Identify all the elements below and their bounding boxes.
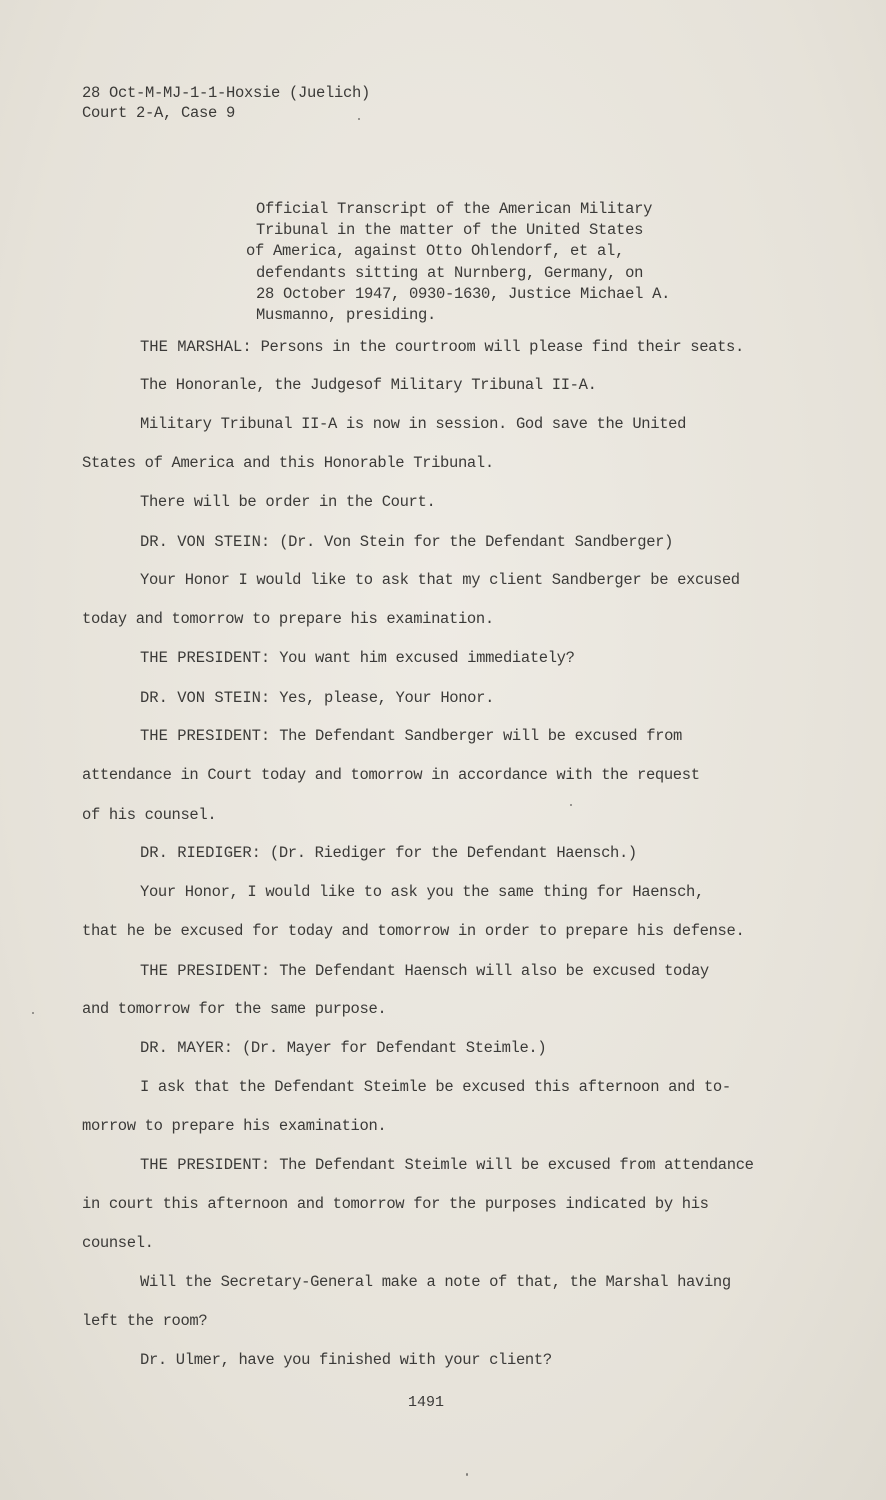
- scan-speck: [358, 118, 360, 120]
- line-text: attendance in Court today and tomorrow in accordance with the request: [82, 766, 700, 784]
- line-text: today and tomorrow to prepare his examination.: [82, 610, 494, 628]
- caption-line: Official Transcript of the American Military: [256, 200, 653, 218]
- caption-line: Tribunal in the matter of the United States: [256, 221, 644, 240]
- caption-line: 28 October 1947, 0930-1630, Justice Michael A.: [256, 284, 671, 303]
- caption-line: of America, against Otto Ohlendorf, et al,: [246, 242, 625, 261]
- page-number: 1491: [408, 1394, 445, 1411]
- line-text: States of America and this Honorable Tribunal.: [82, 454, 494, 472]
- transcript-line: [140, 492, 435, 512]
- header-line-2: Court 2-A, Case 9: [82, 104, 236, 122]
- speaker-label: DR. MAYER:: [140, 1039, 234, 1057]
- transcript-line: [140, 1077, 731, 1097]
- line-text: (Dr. Von Stein for the Defendant Sandberger): [279, 533, 674, 551]
- transcript-line: [140, 688, 494, 708]
- line-text: in court this afternoon and tomorrow for the purposes indicated by his: [82, 1195, 709, 1213]
- transcript-line: [82, 999, 386, 1019]
- transcript-caption: [246, 199, 726, 326]
- transcript-line: [82, 921, 744, 941]
- transcript-line: [82, 765, 700, 785]
- line-text: Persons in the courtroom will please find their seats.: [260, 338, 744, 356]
- transcript-line: [140, 570, 740, 590]
- scan-speck: [32, 1012, 34, 1014]
- speaker-label: DR. RIEDIGER:: [140, 844, 261, 862]
- speaker-label: DR. VON STEIN:: [140, 689, 271, 707]
- line-text: (Dr. Riediger for the Defendant Haensch.): [269, 844, 637, 862]
- speaker-label: THE MARSHAL:: [140, 338, 252, 356]
- document-header: [82, 83, 370, 123]
- transcript-line: [140, 1155, 754, 1175]
- line-text: Yes, please, Your Honor.: [279, 689, 495, 707]
- transcript-line: [140, 337, 744, 357]
- line-text: of his counsel.: [82, 806, 217, 824]
- speaker-label: THE PRESIDENT:: [140, 727, 271, 745]
- line-text: Military Tribunal II-A is now in session. God save the United: [140, 415, 687, 433]
- line-text: The Defendant Steimle will be excused from attendance: [279, 1156, 754, 1174]
- line-text: Your Honor, I would like to ask you the same thing for Haensch,: [140, 883, 704, 901]
- line-text: The Defendant Sandberger will be excused from: [279, 727, 683, 745]
- line-text: counsel.: [82, 1234, 154, 1252]
- line-text: Will the Secretary-General make a note of that, the Marshal having: [140, 1273, 731, 1291]
- transcript-line: [82, 805, 216, 825]
- transcript-line: [140, 1272, 731, 1292]
- line-text: (Dr. Mayer for Defendant Steimle.): [241, 1039, 547, 1057]
- transcript-line: [140, 1038, 546, 1058]
- caption-line: Musmanno, presiding.: [256, 306, 437, 325]
- caption-line: defendants sitting at Nurnberg, Germany, on: [256, 263, 644, 282]
- transcript-line: [82, 609, 494, 629]
- transcript-line: [140, 961, 709, 981]
- transcript-line: [82, 453, 494, 473]
- transcript-line: [140, 532, 673, 552]
- transcript-line: [140, 414, 686, 434]
- speaker-label: DR. VON STEIN:: [140, 533, 271, 551]
- line-text: left the room?: [82, 1312, 208, 1330]
- transcript-line: [140, 726, 682, 746]
- speaker-label: THE PRESIDENT:: [140, 649, 271, 667]
- line-text: and tomorrow for the same purpose.: [82, 1000, 387, 1018]
- transcript-line: [140, 1350, 552, 1370]
- line-text: I ask that the Defendant Steimle be excused this afternoon and to-: [140, 1078, 731, 1096]
- transcript-line: [140, 882, 704, 902]
- line-text: The Honoranle, the Judgesof Military Tribunal II-A.: [140, 376, 597, 394]
- line-text: that he be excused for today and tomorrow in order to prepare his defense.: [82, 922, 745, 940]
- line-text: There will be order in the Court.: [140, 493, 436, 511]
- transcript-line: [140, 375, 597, 395]
- line-text: Dr. Ulmer, have you finished with your client?: [140, 1351, 552, 1369]
- speaker-label: THE PRESIDENT:: [140, 1156, 271, 1174]
- line-text: The Defendant Haensch will also be excused today: [279, 962, 709, 980]
- line-text: You want him excused immediately?: [279, 649, 575, 667]
- transcript-line: [140, 843, 637, 863]
- transcript-line: [82, 1233, 154, 1253]
- line-text: Your Honor I would like to ask that my client Sandberger be excused: [140, 571, 740, 589]
- transcript-line: [140, 648, 575, 668]
- transcript-line: [82, 1194, 709, 1214]
- scan-speck: [570, 804, 572, 806]
- line-text: morrow to prepare his examination.: [82, 1117, 387, 1135]
- transcript-line: [82, 1311, 207, 1331]
- speaker-label: THE PRESIDENT:: [140, 962, 271, 980]
- header-line-1: 28 Oct-M-MJ-1-1-Hoxsie (Juelich): [82, 84, 371, 102]
- transcript-line: [82, 1116, 386, 1136]
- scan-speck: [466, 1473, 468, 1476]
